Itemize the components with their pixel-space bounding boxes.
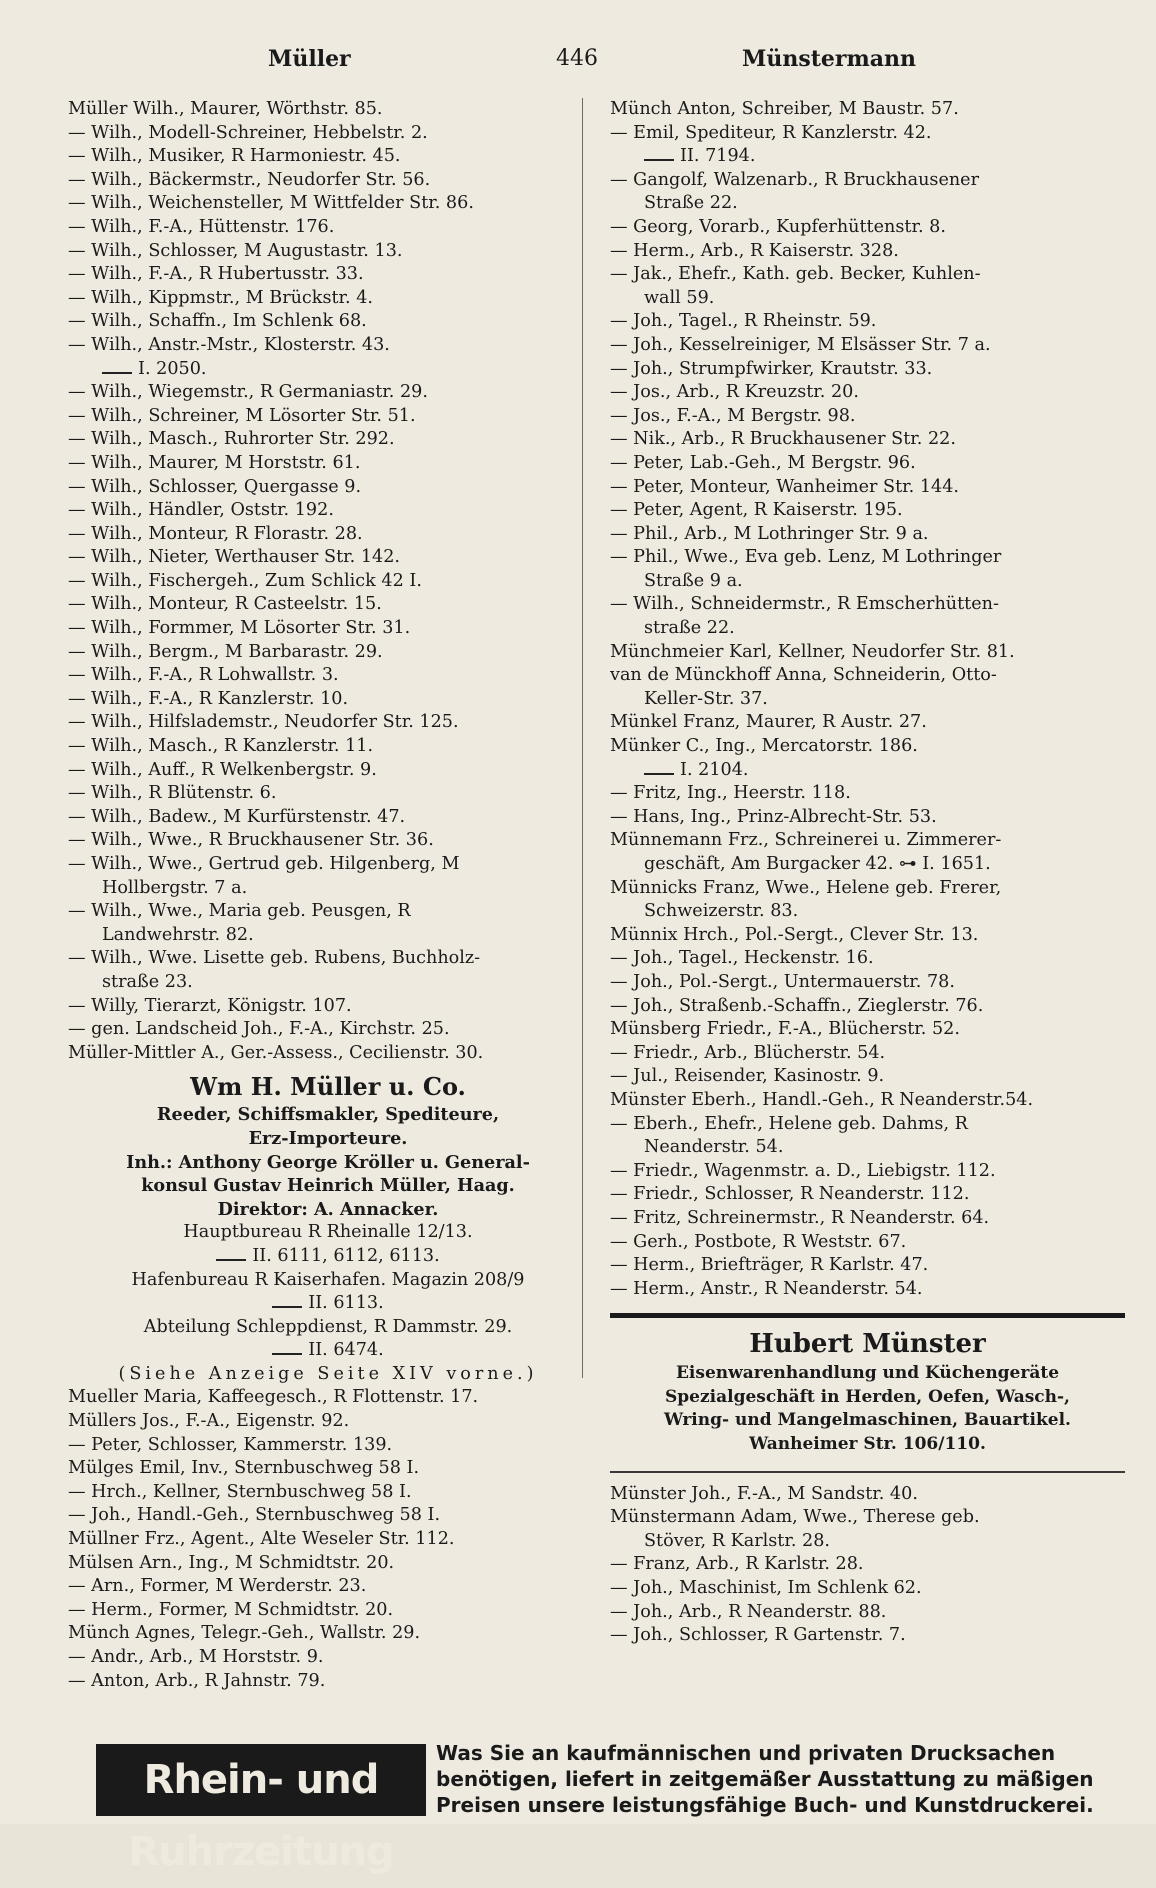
directory-entry	[610, 1231, 1125, 1255]
directory-entry	[610, 641, 1125, 665]
entry-text: — Phil., Arb., M Lothringer Str. 9 a.	[610, 523, 929, 544]
directory-entry	[68, 782, 588, 806]
directory-entry	[610, 688, 1125, 712]
entry-text: — Wilh., F.-A., R Kanzlerstr. 10.	[68, 688, 349, 709]
entry-text: Münnicks Franz, Wwe., Helene geb. Frerer,	[610, 877, 1002, 898]
entry-text: — Jak., Ehefr., Kath. geb. Becker, Kuhlen-	[610, 264, 981, 285]
telephone-icon	[272, 1345, 302, 1355]
directory-entry	[610, 853, 1125, 877]
entry-text: straße 23.	[102, 971, 193, 992]
entry-text: — Joh., Straßenb.-Schaffn., Zieglerstr. 76.	[610, 995, 984, 1016]
entry-text: — Fritz, Ing., Heerstr. 118.	[610, 783, 851, 804]
directory-entry	[610, 1601, 1125, 1625]
entry-text: — Peter, Monteur, Wanheimer Str. 144.	[610, 476, 960, 497]
left-entry-list	[68, 98, 588, 1065]
directory-entry	[68, 499, 588, 523]
entry-text: — Herm., Anstr., R Neanderstr. 54.	[610, 1278, 923, 1299]
entry-text: — Peter, Lab.-Geh., M Bergstr. 96.	[610, 452, 916, 473]
entry-text: — Joh., Tagel., Heckenstr. 16.	[610, 948, 874, 969]
phone-number: II. 6111, 6112, 6113.	[252, 1245, 440, 1266]
directory-entry	[68, 428, 588, 452]
ad-line: konsul Gustav Heinrich Müller, Haag.	[141, 1175, 515, 1197]
directory-entry	[68, 381, 588, 405]
directory-entry	[68, 1670, 588, 1694]
directory-entry	[610, 1207, 1125, 1231]
directory-entry	[68, 900, 588, 924]
entry-text: geschäft, Am Burgacker 42. ⊶ I. 1651.	[644, 854, 991, 874]
entry-text: Münch Anton, Schreiber, M Baustr. 57.	[610, 99, 959, 119]
entry-text: — Franz, Arb., R Karlstr. 28.	[610, 1554, 864, 1575]
telephone-icon	[644, 151, 674, 161]
directory-entry	[610, 900, 1125, 924]
directory-entry	[68, 169, 588, 193]
page-number: 446	[556, 46, 598, 71]
muenster-hardware-ad	[610, 1326, 1125, 1456]
directory-entry	[610, 216, 1125, 240]
entry-text: straße 22.	[644, 618, 735, 639]
phone-number: II. 6474.	[308, 1340, 384, 1361]
directory-entry	[68, 641, 588, 665]
entry-text: — Wilh., Händler, Oststr. 192.	[68, 500, 334, 521]
entry-text: — Wilh., Wwe., Gertrud geb. Hilgenberg, M	[68, 854, 460, 874]
telephone-icon	[644, 765, 674, 775]
entry-text: — Friedr., Arb., Blücherstr. 54.	[610, 1042, 886, 1063]
entry-text: Müller-Mittler A., Ger.-Assess., Cecilienstr. 30.	[68, 1042, 484, 1063]
entry-text: — Phil., Wwe., Eva geb. Lenz, M Lothringer	[610, 547, 1002, 568]
telephone-icon	[216, 1251, 246, 1261]
entry-text: — Peter, Agent, R Kaiserstr. 195.	[610, 500, 903, 521]
entry-text: — Wilh., Bergm., M Barbarastr. 29.	[68, 641, 383, 662]
directory-entry	[68, 1042, 588, 1066]
entry-text: wall 59.	[644, 287, 715, 308]
directory-entry	[68, 759, 588, 783]
entry-text: — Wilh., Monteur, R Florastr. 28.	[68, 523, 363, 544]
directory-entry	[610, 122, 1125, 146]
directory-entry	[610, 169, 1125, 193]
ad-company-name: Wm H. Müller u. Co.	[190, 1072, 466, 1102]
running-head-right: Münstermann	[742, 46, 917, 72]
entry-text: — Joh., Maschinist, Im Schlenk 62.	[610, 1578, 922, 1599]
directory-entry	[610, 1136, 1125, 1160]
entry-text: — Wilh., Schaffn., Im Schlenk 68.	[68, 311, 367, 332]
directory-entry	[68, 1646, 588, 1670]
ad-top-rule	[610, 1313, 1125, 1318]
directory-entry	[610, 1018, 1125, 1042]
directory-entry	[610, 617, 1125, 641]
entry-text: — Wilh., Weichensteller, M Wittfelder Str. 86.	[68, 193, 474, 214]
directory-entry	[68, 593, 588, 617]
telephone-icon	[102, 364, 132, 374]
entry-text: Stöver, R Karlstr. 28.	[644, 1530, 830, 1551]
slogan-line: Was Sie an kaufmännischen und privaten Drucksachen	[436, 1741, 1056, 1765]
directory-entry	[68, 711, 588, 735]
directory-entry	[610, 1160, 1125, 1184]
entry-text: Müllner Frz., Agent., Alte Weseler Str. 112.	[68, 1529, 455, 1550]
directory-entry	[68, 853, 588, 877]
ad-bottom-rule	[610, 1471, 1125, 1473]
phone-entry	[610, 145, 1125, 169]
entry-text: Münkel Franz, Maurer, R Austr. 27.	[610, 712, 927, 733]
directory-entry	[610, 1506, 1125, 1530]
directory-entry	[68, 806, 588, 830]
entry-text: — Friedr., Schlosser, R Neanderstr. 112.	[610, 1184, 970, 1205]
directory-entry	[610, 428, 1125, 452]
entry-text: — Fritz, Schreinermstr., R Neanderstr. 64.	[610, 1207, 990, 1228]
running-head-left: Müller	[268, 46, 351, 72]
directory-entry	[68, 310, 588, 334]
left-entry-list-2	[68, 1386, 588, 1693]
entry-text: Mülges Emil, Inv., Sternbuschweg 58 I.	[68, 1458, 420, 1479]
entry-text: Münchmeier Karl, Kellner, Neudorfer Str. 81.	[610, 641, 1015, 662]
directory-entry	[68, 664, 588, 688]
entry-text: — gen. Landscheid Joh., F.-A., Kirchstr. 25.	[68, 1019, 450, 1040]
entry-text: — Wilh., Nieter, Werthauser Str. 142.	[68, 547, 400, 568]
directory-entry	[68, 735, 588, 759]
ad-line: Wring- und Mangelmaschinen, Bauartikel.	[664, 1410, 1071, 1431]
ad-reference: (Siehe Anzeige Seite XIV vorne.)	[118, 1363, 538, 1384]
directory-entry	[68, 570, 588, 594]
directory-entry	[610, 947, 1125, 971]
directory-entry	[610, 1089, 1125, 1113]
directory-entry	[68, 1528, 588, 1552]
directory-entry	[68, 1018, 588, 1042]
directory-entry	[68, 98, 588, 122]
entry-text: — Wilh., Fischergeh., Zum Schlick 42 I.	[68, 570, 422, 591]
entry-text: Münnix Hrch., Pol.-Sergt., Clever Str. 13.	[610, 924, 979, 945]
entry-text: — Hrch., Kellner, Sternbuschweg 58 I.	[68, 1481, 412, 1502]
ad-line: Abteilung Schleppdienst, R Dammstr. 29.	[143, 1316, 513, 1337]
directory-entry	[610, 664, 1125, 688]
directory-entry	[610, 1483, 1125, 1507]
entry-text: Schweizerstr. 83.	[644, 901, 799, 922]
entry-text: — Wilh., Anstr.-Mstr., Klosterstr. 43.	[68, 334, 390, 355]
entry-text: — Willy, Tierarzt, Königstr. 107.	[68, 995, 352, 1016]
entry-text: Mueller Maria, Kaffeegesch., R Flottenstr. 17.	[68, 1387, 479, 1408]
entry-text: Münnemann Frz., Schreinerei u. Zimmerer-	[610, 830, 1002, 851]
directory-entry	[610, 711, 1125, 735]
directory-entry	[610, 995, 1125, 1019]
directory-entry	[610, 1113, 1125, 1137]
ad-line: Reeder, Schiffsmakler, Spediteure,	[156, 1104, 500, 1126]
entry-text: — Jul., Reisender, Kasinostr. 9.	[610, 1066, 885, 1087]
slogan-line: benötigen, liefert in zeitgemäßer Ausstattung zu mäßigen	[436, 1767, 1094, 1791]
directory-entry	[610, 1553, 1125, 1577]
entry-text: — Wilh., Monteur, R Casteelstr. 15.	[68, 594, 382, 615]
entry-text: — Wilh., Modell-Schreiner, Hebbelstr. 2.	[68, 122, 428, 143]
footer-advertisement	[96, 1740, 1136, 1875]
entry-text: — Georg, Vorarb., Kupferhüttenstr. 8.	[610, 216, 946, 237]
directory-entry	[610, 829, 1125, 853]
entry-text: — Eberh., Ehefr., Helene geb. Dahms, R	[610, 1113, 968, 1134]
entry-text: — Wilh., Masch., Ruhrorter Str. 292.	[68, 429, 395, 450]
ad-line: Hafenbureau R Kaiserhafen. Magazin 208/9	[131, 1269, 525, 1290]
directory-entry	[68, 192, 588, 216]
directory-entry	[68, 1575, 588, 1599]
directory-entry	[68, 145, 588, 169]
entry-text: — Wilh., Schlosser, M Augustastr. 13.	[68, 240, 403, 261]
entry-text: — Andr., Arb., M Horststr. 9.	[68, 1647, 324, 1667]
directory-entry	[610, 476, 1125, 500]
directory-entry	[68, 122, 588, 146]
directory-entry	[68, 1622, 588, 1646]
telephone-icon	[272, 1298, 302, 1308]
directory-entry	[68, 877, 588, 901]
entry-text: Münster Joh., F.-A., M Sandstr. 40.	[610, 1483, 918, 1504]
ad-line: Hauptbureau R Rheinalle 12/13.	[183, 1222, 473, 1243]
directory-entry	[68, 476, 588, 500]
directory-entry	[68, 971, 588, 995]
directory-entry	[68, 1410, 588, 1434]
entry-text: Münch Agnes, Telegr.-Geh., Wallstr. 29.	[68, 1623, 421, 1644]
entry-text: — Peter, Schlosser, Kammerstr. 139.	[68, 1434, 393, 1455]
entry-text: — Gangolf, Walzenarb., R Bruckhausener	[610, 169, 980, 190]
directory-entry	[610, 1278, 1125, 1302]
directory-entry	[68, 546, 588, 570]
entry-text: — Wilh., Kippmstr., M Brückstr. 4.	[68, 287, 373, 308]
directory-entry	[68, 1386, 588, 1410]
entry-text: van de Münckhoff Anna, Schneiderin, Otto-	[610, 665, 997, 686]
entry-text: — Wilh., F.-A., R Hubertusstr. 33.	[68, 264, 364, 285]
entry-text: — Arn., Former, M Werderstr. 23.	[68, 1576, 367, 1597]
entry-text: — Jos., Arb., R Kreuzstr. 20.	[610, 382, 859, 403]
directory-entry	[610, 1530, 1125, 1554]
entry-text: — Wilh., R Blütenstr. 6.	[68, 783, 277, 804]
entry-text: — Joh., Handl.-Geh., Sternbuschweg 58 I.	[68, 1505, 441, 1526]
mueller-company-ad	[68, 1071, 588, 1386]
entry-text: — Jos., F.-A., M Bergstr. 98.	[610, 405, 856, 426]
directory-entry	[68, 334, 588, 358]
directory-entry	[610, 570, 1125, 594]
directory-entry	[610, 287, 1125, 311]
directory-entry	[68, 1457, 588, 1481]
entry-text: — Friedr., Wagenmstr. a. D., Liebigstr. 112.	[610, 1160, 996, 1181]
entry-text: I. 2104.	[680, 759, 749, 780]
directory-entry	[610, 806, 1125, 830]
entry-text: — Wilh., Musiker, R Harmoniestr. 45.	[68, 146, 401, 167]
directory-entry	[68, 995, 588, 1019]
directory-entry	[610, 334, 1125, 358]
newspaper-logo: Rhein- und Ruhrzeitung	[96, 1744, 426, 1816]
phone-entry	[610, 759, 1125, 783]
entry-text: — Wilh., Wwe. Lisette geb. Rubens, Buchholz-	[68, 948, 481, 969]
entry-text: — Wilh., Formmer, M Lösorter Str. 31.	[68, 618, 411, 639]
phone-entry	[68, 358, 588, 382]
ad-phone	[68, 1292, 588, 1316]
directory-entry	[610, 782, 1125, 806]
entry-text: Landwehrstr. 82.	[102, 924, 254, 945]
left-column	[68, 98, 588, 1693]
entry-text: Hollbergstr. 7 a.	[102, 877, 248, 898]
directory-entry	[610, 240, 1125, 264]
directory-entry	[68, 216, 588, 240]
directory-entry	[610, 735, 1125, 759]
entry-text: — Emil, Spediteur, R Kanzlerstr. 42.	[610, 122, 932, 143]
ad-phone	[68, 1339, 588, 1363]
directory-entry	[68, 1599, 588, 1623]
entry-text: — Wilh., Wwe., R Bruckhausener Str. 36.	[68, 830, 434, 851]
directory-entry	[68, 1434, 588, 1458]
entry-text: Straße 9 a.	[644, 570, 743, 591]
directory-entry	[610, 971, 1125, 995]
entry-text: — Herm., Briefträger, R Karlstr. 47.	[610, 1255, 929, 1276]
entry-text: Müller Wilh., Maurer, Wörthstr. 85.	[68, 99, 383, 119]
directory-entry	[610, 358, 1125, 382]
entry-text: — Joh., Pol.-Sergt., Untermauerstr. 78.	[610, 971, 955, 992]
directory-entry	[610, 405, 1125, 429]
directory-entry	[610, 1577, 1125, 1601]
directory-entry	[68, 452, 588, 476]
entry-text: — Herm., Former, M Schmidtstr. 20.	[68, 1599, 394, 1620]
directory-entry	[610, 310, 1125, 334]
entry-text: Keller-Str. 37.	[644, 688, 768, 709]
directory-entry	[610, 263, 1125, 287]
directory-entry	[68, 947, 588, 971]
directory-entry	[610, 924, 1125, 948]
directory-entry	[68, 1481, 588, 1505]
ad-line: Spezialgeschäft in Herden, Oefen, Wasch-,	[665, 1386, 1070, 1407]
entry-text: I. 2050.	[138, 358, 207, 379]
entry-text: Münstermann Adam, Wwe., Therese geb.	[610, 1507, 980, 1528]
entry-text: Mülsen Arn., Ing., M Schmidtstr. 20.	[68, 1552, 395, 1573]
directory-entry	[610, 1065, 1125, 1089]
entry-text: — Wilh., Hilfslademstr., Neudorfer Str. 125.	[68, 712, 459, 733]
entry-text: — Joh., Arb., R Neanderstr. 88.	[610, 1601, 887, 1622]
directory-entry	[68, 829, 588, 853]
directory-entry	[610, 593, 1125, 617]
entry-text: Neanderstr. 54.	[644, 1137, 784, 1158]
directory-entry	[68, 1552, 588, 1576]
entry-text: Müllers Jos., F.-A., Eigenstr. 92.	[68, 1411, 350, 1432]
directory-entry	[68, 287, 588, 311]
entry-text: — Joh., Schlosser, R Gartenstr. 7.	[610, 1625, 906, 1646]
entry-text: — Anton, Arb., R Jahnstr. 79.	[68, 1670, 326, 1691]
directory-entry	[610, 877, 1125, 901]
directory-entry	[610, 381, 1125, 405]
entry-text: — Joh., Tagel., R Rheinstr. 59.	[610, 311, 877, 332]
directory-entry	[610, 1624, 1125, 1648]
footer-slogan	[436, 1740, 1136, 1818]
entry-text: — Joh., Strumpfwirker, Krautstr. 33.	[610, 358, 933, 379]
entry-text: — Wilh., Maurer, M Horststr. 61.	[68, 452, 361, 473]
ad-line: Erz-Importeure.	[248, 1127, 408, 1149]
directory-entry	[610, 1183, 1125, 1207]
directory-entry	[68, 617, 588, 641]
entry-text: — Joh., Kesselreiniger, M Elsässer Str. 7 a.	[610, 334, 991, 355]
entry-text: — Wilh., Schlosser, Quergasse 9.	[68, 476, 362, 497]
entry-text: — Nik., Arb., R Bruckhausener Str. 22.	[610, 429, 956, 450]
entry-text: — Herm., Arb., R Kaiserstr. 328.	[610, 240, 899, 261]
right-column	[610, 98, 1125, 1648]
directory-entry	[610, 98, 1125, 122]
entry-text: — Wilh., Auff., R Welkenbergstr. 9.	[68, 759, 377, 780]
directory-entry	[68, 405, 588, 429]
entry-text: — Gerh., Postbote, R Weststr. 67.	[610, 1231, 907, 1252]
entry-text: — Wilh., Wwe., Maria geb. Peusgen, R	[68, 901, 411, 922]
entry-text: — Wilh., Masch., R Kanzlerstr. 11.	[68, 736, 374, 757]
directory-entry	[610, 1042, 1125, 1066]
ad-line: Inh.: Anthony George Kröller u. General-	[126, 1151, 530, 1173]
entry-text: Münsberg Friedr., F.-A., Blücherstr. 52.	[610, 1019, 960, 1040]
slogan-line: Preisen unsere leistungsfähige Buch- und Kunstdruckerei.	[436, 1793, 1094, 1817]
entry-text: Münster Eberh., Handl.-Geh., R Neanderstr.54.	[610, 1089, 1034, 1110]
directory-entry	[68, 1504, 588, 1528]
right-entry-list-2	[610, 1483, 1125, 1648]
right-entry-list	[610, 98, 1125, 1301]
ad-phone	[68, 1245, 588, 1269]
entry-text: — Wilh., Schreiner, M Lösorter Str. 51.	[68, 405, 416, 426]
entry-text: — Wilh., F.-A., Hüttenstr. 176.	[68, 216, 335, 237]
directory-entry	[68, 924, 588, 948]
entry-text: II. 7194.	[680, 146, 756, 167]
directory-entry	[68, 263, 588, 287]
directory-entry	[68, 688, 588, 712]
directory-entry	[68, 523, 588, 547]
ad-line: Wanheimer Str. 106/110.	[749, 1434, 986, 1455]
directory-entry	[610, 192, 1125, 216]
entry-text: — Wilh., Schneidermstr., R Emscherhütten-	[610, 594, 999, 615]
phone-number: II. 6113.	[308, 1293, 384, 1314]
directory-entry	[610, 499, 1125, 523]
ad-company-name: Hubert Münster	[749, 1329, 986, 1360]
entry-text: — Wilh., Bäckermstr., Neudorfer Str. 56.	[68, 169, 431, 190]
entry-text: Straße 22.	[644, 193, 738, 214]
ad-line: Direktor: A. Annacker.	[217, 1198, 439, 1220]
entry-text: — Wilh., Wiegemstr., R Germaniastr. 29.	[68, 382, 428, 403]
ad-line: Eisenwarenhandlung und Küchengeräte	[675, 1363, 1060, 1384]
directory-entry	[610, 1254, 1125, 1278]
entry-text: — Wilh., F.-A., R Lohwallstr. 3.	[68, 665, 339, 686]
entry-text: — Hans, Ing., Prinz-Albrecht-Str. 53.	[610, 806, 937, 827]
directory-entry	[610, 452, 1125, 476]
directory-entry	[610, 546, 1125, 570]
directory-entry	[610, 523, 1125, 547]
entry-text: Münker C., Ing., Mercatorstr. 186.	[610, 736, 918, 757]
entry-text: — Wilh., Badew., M Kurfürstenstr. 47.	[68, 806, 406, 827]
directory-entry	[68, 240, 588, 264]
